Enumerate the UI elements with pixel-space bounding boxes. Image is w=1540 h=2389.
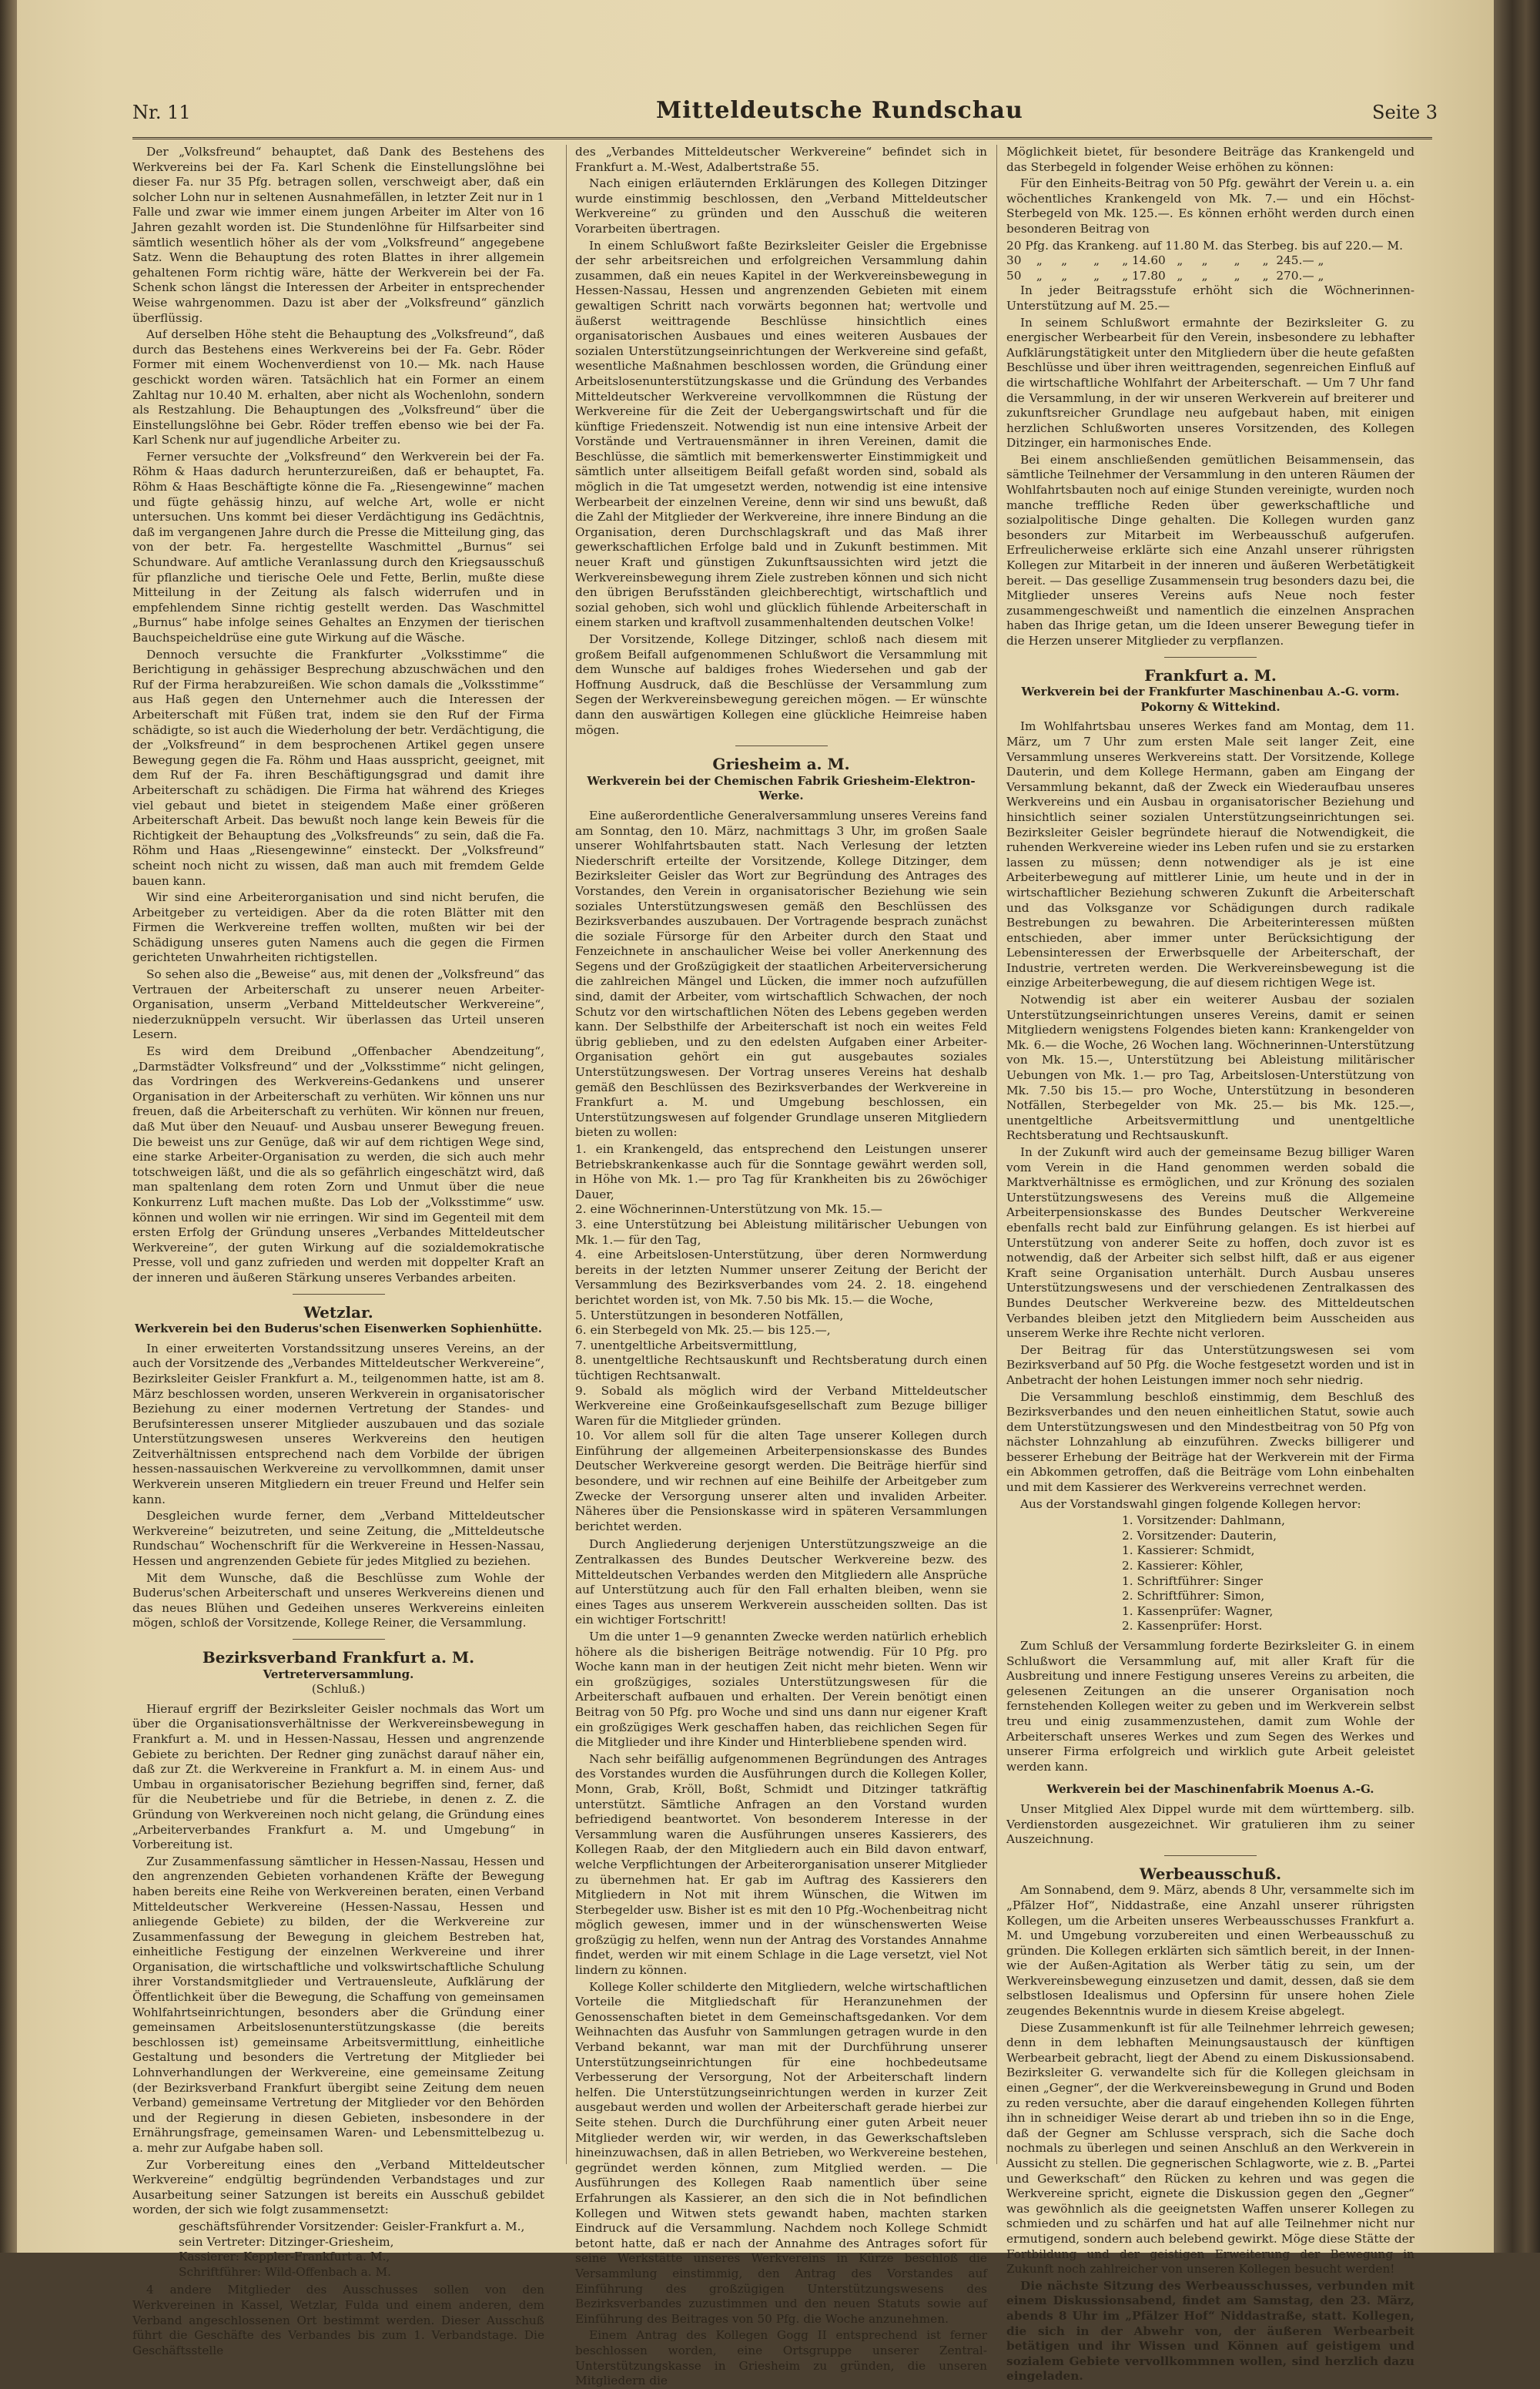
article-paragraph: Wir sind eine Arbeiterorganisation und sind nicht berufen, die Arbeitgeber zu verteidigen. Aber da die roten Blätter mit den Firmen die Werkvereine treffen wollten, mußten wir bei der Schädigung unseres guten Namens auch die gegen die Firmen gerichteten Unwahrheiten richtigstellen.	[132, 890, 544, 965]
section-subheading: Werkverein bei der Chemischen Fabrik Griesheim-Elektron-Werke.	[587, 773, 976, 803]
section-subheading: Vertreterversammlung.	[263, 1667, 414, 1681]
article-paragraph: So sehen also die „Beweise“ aus, mit denen der „Volksfreund“ das Vertrauen der Arbeiterschaft zu unserer neuen Arbeiter-Organisation, unserm „Verband Mitteldeutscher Werkvereine“, niederzuknüppeln versucht. Wir überlassen das Urteil unseren Lesern.	[132, 967, 544, 1042]
board-member: 2. Vorsitzender: Dauterin,	[1122, 1528, 1277, 1543]
header-rule	[132, 137, 1432, 139]
column-right	[1006, 145, 1414, 2384]
article-paragraph: Am Sonnabend, dem 9. März, abends 8 Uhr, versammelte sich im „Pfälzer Hof“, Niddastraße, eine Anzahl unserer rührigsten Kollegen, um die Arbeiten unseres Werbeausschusses Frankfurt a. M. und Umgebung vorzubereiten und einen Werbeausschuß zu gründen. Die Kollegen erklärten sich sämtlich bereit, in der Innen- wie der Außen-Agitation als Werber tätig zu sein, um der Werkvereinsbewegung einzusetzen und damit, dessen, daß sie dem selbstlosen Idealismus und Opfersinn für unsere hohen Ziele zeugendes Bekenntnis wurde in diesem Kreise abgelegt.	[1006, 1883, 1414, 2019]
article-paragraph: Auf derselben Höhe steht die Behauptung des „Volksfreund“, daß durch das Bestehens eines Werkvereins bei der Fa. Gebr. Röder Former mit einem Wochenverdienst von 10.— Mk. nach Hause geschickt worden wären. Tatsächlich hat ein Former an einem Zahltag nur 10.40 M. erhalten, aber nicht als Wochenlohn, sondern als Restzahlung. Die Behauptungen des „Volksfreund“ über die Einstellungslöhne bei Gebr. Röder treffen ebenso wie bei der Fa. Karl Schenk nur auf jugendliche Arbeiter zu.	[132, 327, 544, 447]
page-spine-shadow	[0, 0, 17, 2253]
list-item: 1. ein Krankengeld, das entsprechend den Leistungen unserer Betriebskrankenkasse auch für die Sonntage gewährt werden soll, in Höhe von Mk. 1.— pro Tag für Krankheiten bis zu 26wöchiger Dauer,	[575, 1142, 987, 1201]
board-members-list	[1006, 1513, 1414, 1634]
rate-table-row: 20 Pfg. das Krankeng. auf 11.80 M. das Sterbeg. bis auf 220.— M.	[1006, 238, 1403, 253]
section-heading-bezirksverband: Bezirksverband Frankfurt a. M.	[202, 1648, 475, 1667]
committee-member: geschäftsführender Vorsitzender: Geisler-Frankfurt a. M.,	[179, 2219, 525, 2233]
committee-list	[132, 2220, 544, 2280]
article-paragraph: Ferner versuchte der „Volksfreund“ den Werkverein bei der Fa. Röhm & Haas dadurch herunterzureißen, daß er behauptet, Fa. Röhm & Haas Beschäftigte könne die Fa. „Riesengewinne“ machen und fügte gehässig hinzu, auf welche Art, wolle er nicht untersuchen. Uns kommt bei dieser Verdächtigung ins Gedächtnis, daß im vergangenen Jahre durch die Presse die Mitteilung ging, das von der betr. Fa. hergestellte Waschmittel „Burnus“ sei Schundware. Auf amtliche Veranlassung durch den Kriegsausschuß für pflanzliche und tierische Oele und Fette, Berlin, mußte diese Mitteilung in der Zeitung als falsch widerrufen und in empfehlendem Sinne richtig gestellt werden. Das Waschmittel „Burnus“ habe infolge seines Gehaltes an Enzymen der tierischen Bauchspeicheldrüse eine gute Wirkung auf die Wäsche.	[132, 449, 544, 645]
page-issue-number: Nr. 11	[132, 102, 191, 123]
article-paragraph: Nach sehr beifällig aufgenommenen Begründungen des Antrages des Vorstandes wurden die Ausführungen durch die Kollegen Koller, Monn, Grab, Kröll, Boßt, Schmidt und Ditzinger tatkräftig unterstützt. Sämtliche Anfragen an den Vorstand wurden befriedigend beantwortet. Von besonderem Interesse in der Versammlung waren die Ausführungen unseres Kassierers, des Kollegen Raab, der den Mitgliedern auch ein Bild davon entwarf, welche Verpflichtungen der Arbeiterorganisation unserer Mitglieder zu übernehmen hat. Er gab im Auftrag des Kassierers den Mitgliedern in Not mit ihrem Wünschen, die Witwen im Sterbegelder usw. Bisher ist es mit den 10 Pfg.-Wochenbeitrag nicht möglich gewesen, immer und in der wünschenswerten Weise großzügig zu helfen, wenn nun der Antrag des Vorstandes Annahme findet, werden wir mit einem Schlage in die Lage versetzt, viel Not lindern zu können.	[575, 1751, 987, 1978]
board-member: 2. Kassenprüfer: Horst.	[1122, 1619, 1263, 1633]
list-item: 9. Sobald als möglich wird der Verband Mitteldeutscher Werkvereine eine Großeinkaufsgesellschaft zum Bezuge billiger Waren für die Mitglieder gründen.	[575, 1383, 987, 1428]
article-paragraph: Nach einigen erläuternden Erklärungen des Kollegen Ditzinger wurde einstimmig beschlossen, den „Verband Mitteldeutscher Werkvereine“ zu gründen und den Ausschuß die weiteren Vorarbeiten übertragen.	[575, 176, 987, 236]
article-paragraph: Notwendig ist aber ein weiterer Ausbau der sozialen Unterstützungseinrichtungen unseres Vereins, damit er seinen Mitgliedern wenigstens Folgendes bieten kann: Krankengelder von Mk. 6.— die Woche, 26 Wochen lang. Wöchnerinnen-Unterstützung von Mk. 15.—, Unterstützung bei Ableistung militärischer Uebungen von Mk. 1.— pro Tag, Arbeitslosen-Unterstützung von Mk. 7.50 bis 15.— pro Woche, Unterstützung in besonderen Notfällen, Sterbegelder von Mk. 25.— bis Mk. 125.—, unentgeltliche Arbeitsvermittlung und unentgeltliche Rechtsberatung und Rechtsauskunft.	[1006, 993, 1414, 1143]
article-paragraph: In der Zukunft wird auch der gemeinsame Bezug billiger Waren vom Verein in die Hand genommen werden sobald die Marktverhältnisse es ermöglichen, und zur Krönung des sozialen Unterstützungswesens des Vereins muß die Allgemeine Arbeiterpensionskasse des Bundes Deutscher Werkvereine ebenfalls recht bald zur Einführung gelangen. Es ist hierbei auf Unterstützung von anderer Seite zu hoffen, doch zuvor ist es notwendig, daß der Arbeiter sich selbst hilft, daß er aus eigener Kraft seine Organisation unterhält. Durch Ausbau unseres Unterstützungswesens und der verschiedenen Zentralkassen des Bundes Deutscher Werkvereine bezw. des Mitteldeutschen Verbandes bleiben jetzt den Mitgliedern beim Ausscheiden aus unserem Werke ihre Rechte nicht verloren.	[1006, 1145, 1414, 1341]
list-item: 10. Vor allem soll für die alten Tage unserer Kollegen durch Einführung der allgemeinen Arbeiterpensionskasse des Bundes Deutscher Werkvereine gesorgt werden. Die Beiträge hierfür sind besondere, und wir rechnen auf eine Beihilfe der Arbeitgeber zum Zwecke der Versorgung unserer alten und invaliden Arbeiter. Näheres über die Pensionskasse wird in späteren Versammlungen berichtet werden.	[575, 1429, 987, 1533]
rate-table-row: 30 „ „ „ „ 14.60 „ „ „ „ 245.— „	[1006, 253, 1324, 268]
column-left	[132, 145, 544, 2357]
column-divider	[996, 145, 997, 2164]
article-paragraph: des „Verbandes Mitteldeutscher Werkvereine“ befindet sich in Frankfurt a. M.-West, Adalbertstraße 55.	[575, 145, 987, 174]
page-number: Seite 3	[1372, 102, 1438, 123]
article-paragraph: Dennoch versuchte die Frankfurter „Volksstimme“ die Berichtigung in gehässiger Besprechung abzuschwächen und den Ruf der Firma herabzureißen. Wie schon damals die „Volksstimme“ aus Haß gegen den Unternehmer auch die Interessen der Arbeiterschaft mit Füßen trat, indem sie den Ruf der Firma schädigte, so ist auch die Wiederholung der betr. Verdächtigung, die der „Volksfreund“ in dem besprochenen Artikel gegen unsere Bewegung gegen die Fa. Röhm und Haas ausspricht, geeignet, mit dem Ruf der Fa. ihren Beschäftigungsgrad und damit ihre Arbeiterschaft zu schädigen. Die Firma hat während des Krieges viel gebaut und bietet in steigendem Maße einer größeren Arbeiterschaft Arbeit. Das bewußt noch lange kein Beweis für die Richtigkeit der Behauptung des „Volksfreunds“ zu sein, daß die Fa. Röhm und Haas „Riesengewinne“ einsteckt. Der „Volksfreund“ scheint noch nicht zu wissen, daß man auch mit fremdem Gelde bauen kann.	[132, 647, 544, 888]
column-divider	[566, 145, 567, 2164]
article-paragraph: Um die unter 1—9 genannten Zwecke werden natürlich erheblich höhere als die bisherigen Beiträge notwendig. Für 10 Pfg. pro Woche kann man in der heutigen Zeit nicht mehr bieten. Wenn wir ein großzügiges, soziales Unterstützungswesen für die Arbeiterschaft aufbauen und erhalten. Der Verein benötigt einen Beitrag von 50 Pfg. pro Woche und sind uns dann nur eigener Kraft ein großzügiges Werk geschaffen haben, das reichlichen Segen für die Mitglieder und ihre Kinder und Hinterbliebene spenden wird.	[575, 1630, 987, 1750]
newspaper-masthead: Mitteldeutsche Rundschau	[656, 97, 1023, 124]
list-item: 4. eine Arbeitslosen-Unterstützung, über deren Normwerdung bereits in der letzten Nummer unserer Zeitung der Bericht der Versammlung des Bezirksverbandes vom 24. 2. 18. eingehend berichtet worden ist, von Mk. 7.50 bis Mk. 15.— die Woche,	[575, 1248, 987, 1307]
announcement-paragraph: Die nächste Sitzung des Werbeausschusses, verbunden mit einem Diskussionsabend, findet am Samstag, den 23. März, abends 8 Uhr im „Pfälzer Hof“ Niddastraße, statt. Kollegen, die sich in der Abwehr von, der äußeren Werbearbeit betätigen und ihr Wissen und Können auf geistigem und sozialem Gebiete vervollkommnen wollen, sind herzlich dazu eingeladen.	[1006, 2278, 1414, 2384]
section-subheading: Werkverein bei der Maschinenfabrik Moenus A.-G.	[1046, 1782, 1374, 1797]
article-paragraph: Unser Mitglied Alex Dippel wurde mit dem württemberg. silb. Verdienstorden ausgezeichnet. Wir gratulieren ihm zu seiner Auszeichnung.	[1006, 1801, 1414, 1847]
article-paragraph: Im Wohlfahrtsbau unseres Werkes fand am Montag, dem 11. März, um 7 Uhr zum ersten Male seit langer Zeit, eine Versammlung unseres Werkvereins statt. Der Vorsitzende, Kollege Dauterin, und dem Kollege Hermann, gaben am Eingang der Versammlung bekannt, daß der Zweck ein Wiederaufbau unseres Werkvereins und ein Ausbau in organisatorischer Beziehung und hinsichtlich seiner sozialen Unterstützungseinrichtungen sei. Bezirksleiter Geisler begründete hierauf die Notwendigkeit, die ruhenden Werkvereine wieder ins Leben rufen und sie zu erstarken lassen zu müssen; denn notwendiger als je ist eine Arbeiterbewegung auf mittlerer Linie, um heute und in der in wirtschaftlicher Beziehung schweren Zukunft die Arbeiterschaft und das Volksganze vor Schädigungen durch radikale Bestrebungen zu bewahren. Die Arbeiterinteressen müßten entschieden, aber immer unter Berücksichtigung der Lebensinteressen der Erwerbsquelle der Arbeiterschaft, der Industrie, vertreten werden. Die Werkvereinsbewegung ist die einzige Arbeiterbewegung, die auf diesem richtigen Wege ist.	[1006, 719, 1414, 990]
article-paragraph: Einem Antrag des Kollegen Gogg II entsprechend ist ferner beschlossen worden, eine Ortsgruppe unserer Zentral-Unterstützungskasse in Griesheim zu gründen, die unseren Mitgliedern die	[575, 2328, 987, 2388]
article-paragraph: Der Vorsitzende, Kollege Ditzinger, schloß nach diesem mit großem Beifall aufgenommenen Schlußwort die Versammlung mit dem Wunsche auf baldiges frohes Wiedersehen und gab der Hoffnung Ausdruck, daß die Beschlüsse der Versammlung zum Segen der Werkvereinsbewegung gereichen mögen. — Er wünschte dann den auswärtigen Kollegen eine glückliche Heimreise haben mögen.	[575, 632, 987, 737]
section-heading-wetzlar: Wetzlar.	[303, 1302, 373, 1322]
list-item: 2. eine Wöchnerinnen-Unterstützung von Mk. 15.—	[575, 1202, 882, 1217]
article-paragraph: Der „Volksfreund“ behauptet, daß Dank des Bestehens des Werkvereins bei der Fa. Karl Schenk die Einstellungslöhne bei dieser Fa. nur 35 Pfg. betragen sollen, verschweigt aber, daß ein solcher Lohn nur in seltenen Ausnahmefällen, in letzter Zeit nur in 1 Falle und zwar wie immer einem jungen Arbeiter im Alter von 16 Jahren gezahlt worden ist. Die Stundenlöhne für Hilfsarbeiter sind sämtlich wesentlich höher als der vom „Volksfreund“ angegebene Satz. Wenn die Behauptung des roten Blattes in ihrer allgemein gehaltenen Form richtig wäre, hätte der Werkverein bei der Fa. Schenk schon längst die Interessen der Arbeiter in entsprechender Weise wahrgenommen. Dazu ist aber der „Volksfreund“ gänzlich überflüssig.	[132, 145, 544, 325]
section-divider	[1164, 1855, 1257, 1856]
article-paragraph: Mit dem Wunsche, daß die Beschlüsse zum Wohle der Buderus'schen Arbeiterschaft und unseres Werkvereins dienen und das neues Blühen und Gedeihen unseres Werkvereins einleiten mögen, schloß der Vorsitzende, Kollege Reiner, die Versammlung.	[132, 1570, 544, 1630]
section-divider	[293, 1294, 385, 1295]
article-paragraph: In einer erweiterten Vorstandssitzung unseres Vereins, an der auch der Vorsitzende des „Verbandes Mitteldeutscher Werkvereine“, Bezirksleiter Geisler Frankfurt a. M., teilgenommen hatte, ist am 8. März beschlossen worden, unseren Werkverein in organisatorischer Beziehung zu einer modernen Vertretung der Standes- und Berufsinteressen unserer Mitglieder auszubauen und das soziale Unterstützungswesen unseres Werkvereins den heutigen Zeitverhältnissen entsprechend nach dem Vorbilde der übrigen hessen-nassauischen Werkvereine zu vervollkommnen, damit unser Werkverein unseren Mitgliedern ein treuer Freund und Helfer sein kann.	[132, 1341, 544, 1506]
board-member: 1. Kassierer: Schmidt,	[1122, 1543, 1255, 1558]
list-item: 7. unentgeltliche Arbeitsvermittlung,	[575, 1338, 798, 1352]
newspaper-page	[17, 0, 1494, 2388]
article-paragraph: Zur Zusammenfassung sämtlicher in Hessen-Nassau, Hessen und den angrenzenden Gebieten vorhandenen Kräfte der Bewegung haben bereits eine Reihe von Werkvereinen beraten, einen Verband Mitteldeutscher Werkvereine (Hessen-Nassau, Hessen und anliegende Gebiete) zu bilden, der die Werkvereine zur Zusammenfassung der Bewegung in gleichem Bestreben hat, einheitliche Festigung der einzelnen Werkvereine und ihrer Organisation, die wirtschaftliche und volkswirtschaftliche Schulung ihrer Vorstandsmitglieder und Vertrauensleute, Aufklärung der Öffentlichkeit über die Bewegung, die Schaffung von gemeinsamen Wohlfahrtseinrichtungen, besonders aber die Gründung einer gemeinsamen Arbeitslosenunterstützungskasse (die bereits beschlossen ist) gemeinsame Arbeitsvermittlung, einheitliche Gestaltung und besonders die Vertretung der Mitglieder bei Lohnverhandlungen der Werkvereine, eine gemeinsame Zeitung (der Bezirksverband Frankfurt übergibt seine Zeitung dem neuen Verband) gemeinsame Vertretung der Mitglieder vor den Behörden und der Regierung in diesen Gebieten, insbesondere in der Ernährungsfrage, gemeinsamen Waren- und Lebensmittelbezug u. a. mehr zur Aufgabe haben soll.	[132, 1854, 544, 2155]
article-paragraph: Die Versammlung beschloß einstimmig, dem Beschluß des Bezirksverbandes und den neuen einheitlichen Statut, sowie auch dem Unterstützungswesen und den Mindestbeitrag von 50 Pfg von nächster Lohnzahlung ab einzuführen. Zwecks billigerer und besserer Erhebung der Beiträge hat der Werkverein mit der Firma ein Abkommen getroffen, daß die Beiträge vom Lohn einbehalten und mit dem Kassierer des Werkvereins verrechnet werden.	[1006, 1389, 1414, 1495]
article-paragraph: In jeder Beitragsstufe erhöht sich die Wöchnerinnen-Unterstützung auf M. 25.—	[1006, 283, 1414, 313]
committee-member: Schriftführer: Wild-Offenbach a. M.	[179, 2264, 392, 2279]
article-paragraph: Für den Einheits-Beitrag von 50 Pfg. gewährt der Verein u. a. ein wöchentliches Krankengeld von Mk. 7.— und ein Höchst-Sterbegeld von Mk. 125.—. Es können erhöht werden durch einen besonderen Beitrag von	[1006, 176, 1414, 236]
article-paragraph: Hierauf ergriff der Bezirksleiter Geisler nochmals das Wort um über die Organisationsverhältnisse der Werkvereinsbewegung in Frankfurt a. M. und in Hessen-Nassau, Hessen und angrenzende Gebiete zu berichten. Der Redner ging zunächst darauf näher ein, daß zur Zt. die Werkvereine in Frankfurt a. M. in einem Aus- und Umbau in organisatorischer Beziehung begriffen sind, ferner, daß für die Neubetriebe und für die Betriebe, in denen z. Z. die Gründung von Werkvereinen noch nicht gelang, die Gründung eines „Arbeiterverbandes Frankfurt a. M. und Umgebung“ in Vorbereitung ist.	[132, 1701, 544, 1852]
section-heading-griesheim: Griesheim a. M.	[712, 755, 850, 774]
section-divider	[1164, 657, 1257, 658]
section-heading-werbeausschuss: Werbeausschuß.	[1139, 1864, 1282, 1883]
section-divider	[293, 1639, 385, 1640]
article-paragraph: Aus der Vorstandswahl gingen folgende Kollegen hervor:	[1020, 1496, 1361, 1511]
board-member: 1. Kassenprüfer: Wagner,	[1122, 1603, 1274, 1618]
article-paragraph: Bei einem anschließenden gemütlichen Beisammensein, das sämtliche Teilnehmer der Versammlung in den unteren Räumen der Wohlfahrtsbauten noch auf einige Stunden vereinigte, wurden noch manche treffliche Reden über gewerkschaftliche und sozialpolitische Dinge gehalten. Die Kollegen wurden ganz besonders zur Mitarbeit im Werbeausschuß aufgerufen. Erfreulicherweise erklärte sich eine Anzahl unserer rührigsten Kollegen zur Mitarbeit in der inneren und äußeren Werbetätigkeit bereit. — Das gesellige Zusammensein trug besonders dazu bei, die Mitglieder unseres Vereins aufs Neue noch fester zusammengeschweißt und namentlich die einzelnen Ansprachen haben das Ihrige getan, um die Ideen unserer Bewegung tiefer in die Herzen unserer Mitglieder zu verpflanzen.	[1006, 452, 1414, 648]
section-subheading: Werkverein bei der Frankfurter Maschinenbau A.-G. vorm. Pokorny & Wittekind.	[1021, 685, 1400, 714]
section-heading-frankfurt: Frankfurt a. M.	[1144, 665, 1277, 685]
board-member: 1. Vorsitzender: Dahlmann,	[1122, 1513, 1285, 1528]
book-binding	[1494, 0, 1540, 2253]
article-paragraph: Möglichkeit bietet, für besondere Beiträge das Krankengeld und das Sterbegeld in folgender Weise erhöhen zu können:	[1006, 145, 1414, 174]
column-middle	[575, 145, 987, 2388]
board-member: 2. Kassierer: Köhler,	[1122, 1559, 1244, 1573]
article-paragraph: Durch Angliederung derjenigen Unterstützungszweige an die Zentralkassen des Bundes Deutscher Werkvereine bezw. des Mitteldeutschen Verbandes werden den Mitgliedern alle Ansprüche auf Unterstützung auch für den Fall erhalten bleiben, wenn sie eines Tages aus unserem Werkverein ausscheiden sollten. Das ist ein wichtiger Fortschritt!	[575, 1537, 987, 1627]
article-paragraph: Es wird dem Dreibund „Offenbacher Abendzeitung“, „Darmstädter Volksfreund“ und der „Volksstimme“ nicht gelingen, das Vordringen des Werkvereins-Gedankens und unserer Organisation in der Arbeiterschaft zu verhüten. Wir können uns nur freuen, daß die Arbeiterschaft zu verhüten. Wir können nur freuen, daß Mut über den Neuauf- und Ausbau unserer Bewegung freuen. Die beweist uns zur Genüge, daß wir auf dem richtigen Wege sind, eine starke Arbeiter-Organisation zu werden, die sich auch mehr totschweigen läßt, und die als so gefährlich eingeschätzt wird, daß man spaltenlang dem roten Zorn und Unmut über die neue Konkurrenz Luft machen mußte. Das Lob der „Volksstimme“ usw. können und wollen wir nie erringen. Wir sind im Gegenteil mit dem ersten Erfolg der Gründung unseres „Verbandes Mitteldeutscher Werkvereine“, der guten Wirkung auf die sozialdemokratische Presse, voll und ganz zufrieden und werden mit doppelter Kraft an der inneren und äußeren Stärkung unseres Verbandes arbeiten.	[132, 1044, 544, 1285]
section-subheading: Werkverein bei den Buderus'schen Eisenwerken Sophienhütte.	[135, 1322, 542, 1336]
list-item: 6. ein Sterbegeld von Mk. 25.— bis 125.—,	[575, 1323, 831, 1338]
rate-table-row: 50 „ „ „ „ 17.80 „ „ „ „ 270.— „	[1006, 268, 1324, 283]
committee-member: Kassierer: Keppler-Frankfurt a. M.,	[179, 2250, 390, 2264]
article-paragraph: Der Beitrag für das Unterstützungswesen sei vom Bezirksverband auf 50 Pfg. die Woche festgesetzt worden und ist in Anbetracht der hohen Leistungen immer noch sehr niedrig.	[1006, 1342, 1414, 1387]
article-paragraph: In einem Schlußwort faßte Bezirksleiter Geisler die Ergebnisse der sehr arbeitsreichen und erfolgreichen Versammlung dahin zusammen, daß ein neues Kapitel in der Werkvereinsbewegung in Hessen-Nassau, Hessen und angrenzenden Gebieten mit einem gewaltigen Schritt nach vorwärts begonnen hat; wertvolle und äußerst weittragende Beschlüsse hinsichtlich eines organisatorischen Ausbaues und eines weiteren Ausbaues der sozialen Unterstützungseinrichtungen der Werkvereine sind gefaßt, wesentliche Maßnahmen beschlossen worden, die Gründung einer Arbeitslosenunterstützungskasse und die Gründung des Verbandes Mitteldeutscher Werkvereine vervollkommnen die Rüstung der Werkvereine für die Zeit der Uebergangswirtschaft und für die künftige Friedenszeit. Notwendig ist nun eine intensive Arbeit der Vorstände und Vertrauensmänner in ihren Vereinen, damit die Beschlüsse, die sämtlich mit bemerkenswerter Einstimmigkeit und sämtlich unter allseitigem Beifall gefaßt worden sind, sobald als möglich in die Tat umgesetzt werden, notwendig ist eine intensive Werbearbeit der einzelnen Vereine, denn wir sind uns bewußt, daß die Zahl der Mitglieder der Werkvereine, ihre innere Bindung an die Organisation, deren Durchschlagskraft und das Maß ihrer gewerkschaftlichen Erfolge bald und in Zukunft bestimmen. Mit neuer Kraft und günstigen Zukunftsaussichten wird jetzt die Werkvereinsbewegung ihrem Ziele zustreben können und sich nicht den übrigen Berufsständen gleichberechtigt, wirtschaftlich und sozial gehoben, sich wohl und glücklich fühlende Arbeiterschaft in einem starken und kraftvoll zusammenhaltenden deutschen Volke!	[575, 238, 987, 630]
article-paragraph: Eine außerordentliche Generalversammlung unseres Vereins fand am Sonntag, den 10. März, nachmittags 3 Uhr, im großen Saale unserer Wohlfahrtsbauten statt. Nach Verlesung der letzten Niederschrift erteilte der Vorsitzende, Kollege Ditzinger, dem Bezirksleiter Geisler das Wort zur Begründung des Antrages des Vorstandes, den Verein in organisatorischer Beziehung wie sein soziales Unterstützungswesen gemäß den Beschlüssen des Bezirksverbandes auszubauen. Der Vortragende besprach zunächst die soziale Fürsorge für den Arbeiter durch den Staat und Fenzeichnete in anschaulicher Weise bei voller Anerkennung des Segens und der Großzügigkeit der staatlichen Arbeiterversicherung die zahlreichen Mängel und Lücken, die immer noch aufzufüllen sind, damit der Arbeiter, vom wirtschaftlich Schwachen, der noch Schutz vor den wirtschaftlichen Nöten des Lebens gegeben werden kann. Der Selbsthilfe der Arbeiterschaft ist noch ein weites Feld übrig geblieben, und zu den edelsten Aufgaben einer Arbeiter-Organisation gehört ein gut ausgebautes soziales Unterstützungswesen. Der Vortrag unseres Vereins hat deshalb gemäß den Beschlüssen des Bezirksverbandes der Werkvereine in Frankfurt a. M. und Umgebung beschlossen, ein Unterstützungswesen auf folgender Grundlage unseren Mitgliedern bieten zu wollen:	[575, 808, 987, 1140]
list-item: 3. eine Unterstützung bei Ableistung militärischer Uebungen von Mk. 1.— für den Tag,	[575, 1217, 987, 1247]
list-item: 5. Unterstützungen in besonderen Notfällen,	[575, 1308, 844, 1322]
article-paragraph: 4 andere Mitglieder des Ausschusses sollen von den Werkvereinen in Kassel, Wetzlar, Fulda und einem anderen, dem Verband angeschlossenen Ort bestimmt werden. Dieser Ausschuß führt die Geschäfte des Verbandes bis zum 1. Verbandstage. Die Geschäftsstelle	[132, 2283, 544, 2357]
article-paragraph: In seinem Schlußwort ermahnte der Bezirksleiter G. zu energischer Werbearbeit für den Verein, insbesondere zu lebhafter Aufklärungstätigkeit unter den Mitgliedern über die heute gefaßten Beschlüsse und über ihren weittragenden, segenreichen Einfluß auf die wirtschaftliche Wohlfahrt der Arbeiterschaft. — Um 7 Uhr fand die Versammlung, in der wir unseren Werkverein auf breiterer und zukunftsreicher Grundlage neu aufgebaut haben, mit einigen herzlichen Schlußworten unseres Vorsitzenden, des Kollegen Ditzinger, ein harmonisches Ende.	[1006, 315, 1414, 451]
list-item: 8. unentgeltliche Rechtsauskunft und Rechtsberatung durch einen tüchtigen Rechtsanwalt.	[575, 1353, 987, 1382]
article-paragraph: Kollege Koller schilderte den Mitgliedern, welche wirtschaftlichen Vorteile die Mitgliedschaft für Heranzunehmen der Genossenschaften bietet in dem Gemeinschaftsgedanken. Vor dem Weihnachten das Ausfuhr von Sammlungen getragen wurde in den Verband bekannt, war man mit der Durchführung unserer Unterstützungseinrichtungen für eine hochbedeutsame Verbesserung der Versorgung, Not der Arbeiterschaft lindern helfen. Die Unterstützungseinrichtungen werden in kurzer Zeit ausgebaut werden und wollen der Arbeiterschaft gerade hierbei zur Seite stehen. Durch die Durchführung einer guten Arbeit neuer Mitglieder werden wir, wir werden, in das Gewerkschaftsleben hineinzuwachsen, daß in allen Betrieben, wo Werkvereine bestehen, gegründet werden können, zum Mitglied werden. — Die Ausführungen des Kollegen Raab namentlich über seine Erfahrungen als Kassierer, an den sich die in Not befindlichen Kollegen und Witwen stets gewandt haben, machten starken Eindruck auf die Versammlung. Nachdem noch Kollege Schmidt betont hatte, daß er nach der Annahme des Antrages sofort für seine Werkstätte unseres Werkvereins in Kürze beschloß die Versammlung einstimmig, den Antrag des Vorstandes auf Einführung des großzügigen Unterstützungswesens des Bezirksverbandes zuzustimmen und den neuen Statuts sowie auf Einführung des Beitrages von 50 Pfg. die Woche anzunehmen.	[575, 1979, 987, 2326]
committee-member: sein Vertreter: Ditzinger-Griesheim,	[179, 2234, 394, 2249]
article-paragraph: Desgleichen wurde ferner, dem „Verband Mitteldeutscher Werkvereine“ beizutreten, und seine Zeitung, die „Mitteldeutsche Rundschau“ Wochenschrift für die Werkvereine in Hessen-Nassau, Hessen und angrenzenden Gebiete für jedes Mitglied zu beziehen.	[132, 1509, 544, 1569]
benefits-list	[575, 1142, 987, 1534]
section-continuation-note: (Schluß.)	[311, 1682, 366, 1697]
board-member: 1. Schriftführer: Singer	[1122, 1573, 1263, 1588]
article-paragraph: Zur Vorbereitung eines den „Verband Mitteldeutscher Werkvereine“ endgültig begründenden Verbandstages und zur Ausarbeitung seiner Satzungen ist bereits ein Ausschuß gebildet worden, der sich wie folgt zusammensetzt:	[132, 2157, 544, 2217]
board-member: 2. Schriftführer: Simon,	[1122, 1589, 1265, 1603]
article-paragraph: Zum Schluß der Versammlung forderte Bezirksleiter G. in einem Schlußwort die Versammlung auf, mit aller Kraft für die Ausbreitung und innere Festigung unseres Vereins zu arbeiten, die gelesenen Zeitungen an die unserer Organisation noch fernstehenden Kollegen weiter zu geben und im Werkverein selbst treu und einig zusammenzustehen, damit zum Wohle der Arbeiterschaft unseres Werkes und zum Segen des Werkes und unserer Firma erfolgreich und wirklich gute Arbeit geleistet werden kann.	[1006, 1639, 1414, 1774]
article-paragraph: Diese Zusammenkunft ist für alle Teilnehmer lehrreich gewesen; denn in dem lebhaften Meinungsaustausch der künftigen Werbearbeit gebracht, liegt der Abend zu einem Diskussionsabend. Bezirksleiter G. verwandelte sich für die Kollegen gleichsam in einen „Gegner“, der die Werkvereinsbewegung in Grund und Boden zu reden versuchte, aber die darauf eingehenden Kollegen führten ihn in schneidiger Weise derart ab und trieben ihn so in die Enge, daß der Gegner am Schlusse versprach, sich die Sache doch nochmals zu überlegen und seinen Anschluß an den Werkverein in Aussicht zu stellen. Die gegnerischen Schlagworte, wie z. B. „Partei und Gewerkschaft“ den Rücken zu kehren und was gegen die Werkvereine spricht, eignete die Diskussion gegen den „Gegner“ was gewöhnlich als die geeignetsten Waffen unserer Kollegen zu schmieden und zu schärfen und hat auf alle Teilnehmer nicht nur ermutigend, sondern auch belebend gewirkt. Möge diese Stätte der Fortbildung und der geistigen Erweiterung der Bewegung in Zukunft noch zahlreicher von unseren Kollegen besucht werden!	[1006, 2020, 1414, 2277]
